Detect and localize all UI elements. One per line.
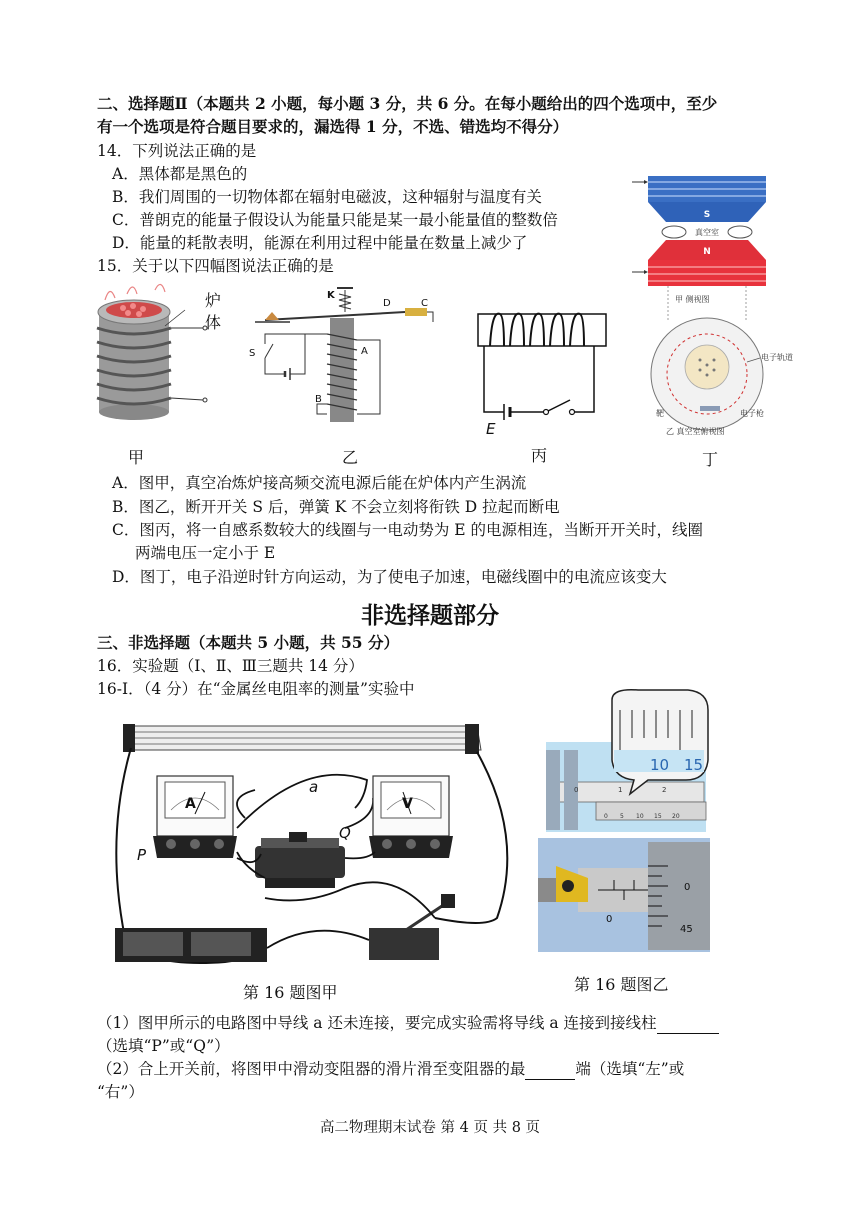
q14-option-b: B．我们周围的一切物体都在辐射电磁波，这种辐射与温度有关 <box>112 188 542 206</box>
top-view-label: 乙 真空室俯视图 <box>666 427 725 436</box>
q16-part1-text: （1）图甲所示的电路图中导线 a 还未连接，要完成实验需将导线 a 连接到接线柱 <box>97 1014 657 1032</box>
caliper-s0: 0 <box>574 786 579 794</box>
micrometer-t0: 0 <box>684 882 691 893</box>
spring-k-label: K <box>327 290 335 301</box>
q16-part2-line1 <box>97 1058 684 1080</box>
figure-16-yi <box>538 690 718 954</box>
page-footer: 高二物理期末试卷 第 4 页 共 8 页 <box>319 1120 541 1136</box>
section2-heading-line1: 二、选择题Ⅱ（本题共 2 小题，每小题 3 分，共 6 分。在每小题给出的四个选项中，至少 <box>97 94 718 113</box>
answer-blank-1[interactable] <box>657 1015 719 1034</box>
micrometer-m0: 0 <box>606 914 613 925</box>
wire-a-label: a <box>309 778 319 796</box>
fig16-caption-jia: 第 16 题图甲 <box>243 983 338 1002</box>
vacuum-label: 真空室 <box>695 228 719 237</box>
caliper-s2: 2 <box>662 786 667 794</box>
answer-blank-2[interactable] <box>525 1061 575 1080</box>
coil-b-label: B <box>315 394 322 405</box>
caliper-s1: 1 <box>618 786 623 794</box>
q16-part1-line2: （选填“P”或“Q”） <box>97 1037 230 1055</box>
fig-label-ding: 丁 <box>702 450 719 469</box>
figure-bing <box>470 308 620 438</box>
voltmeter-v-label: V <box>402 796 413 812</box>
fig16-caption-yi: 第 16 题图乙 <box>574 975 669 994</box>
gun-label: 电子枪 <box>740 409 764 418</box>
magnet-s-label: S <box>703 210 711 220</box>
caliper-v15: 15 <box>654 813 662 820</box>
side-view-label: 甲 侧视图 <box>675 295 710 304</box>
furnace-label-ti: 体 <box>205 313 222 332</box>
nonchoice-title: 非选择题部分 <box>361 603 499 629</box>
figure-16-jia <box>105 718 520 970</box>
ammeter-a-label: A <box>185 796 196 812</box>
figure-jia <box>85 282 225 422</box>
coil-a-label: A <box>361 346 368 357</box>
caliper-v10: 10 <box>636 813 644 820</box>
q14-option-d: D．能量的耗散表明，能源在利用过程中能量在数量上减少了 <box>112 234 528 252</box>
caliper-n10: 10 <box>650 756 670 774</box>
q14-option-c: C．普朗克的能量子假设认为能量只能是某一最小能量值的整数倍 <box>112 211 558 229</box>
q16-part2-text: （2）合上开关前，将图甲中滑动变阻器的滑片滑至变阻器的最 <box>97 1060 526 1078</box>
orbit-label: 电子轨道 <box>761 353 793 362</box>
q15-option-b: B．图乙，断开开关 S 后，弹簧 K 不会立刻将衔铁 D 拉起而断电 <box>112 498 560 516</box>
fig-label-bing: 丙 <box>531 446 548 465</box>
fig-label-jia: 甲 <box>128 448 145 467</box>
figure-ding <box>630 172 793 444</box>
target-label: 靶 <box>656 409 664 418</box>
q16-1-heading: 16-Ⅰ．（4 分）在“金属丝电阻率的测量”实验中 <box>97 680 415 698</box>
section3-heading: 三、非选择题（本题共 5 小题，共 55 分） <box>97 633 399 652</box>
caliper-v5: 5 <box>620 813 624 820</box>
magnet-n-label: N <box>703 247 711 257</box>
section2-heading-line2: 有一个选项是符合题目要求的，漏选得 1 分，不选、错选均不得分） <box>97 117 569 136</box>
caliper-v20: 20 <box>672 813 680 820</box>
figure-yi <box>245 282 445 422</box>
q16-heading: 16．实验题（Ⅰ、Ⅱ、Ⅲ三题共 14 分） <box>97 657 364 675</box>
furnace-label-lu: 炉 <box>205 291 222 310</box>
q15-stem: 15．关于以下四幅图说法正确的是 <box>97 257 334 275</box>
emf-e-label: E <box>486 420 496 438</box>
caliper-v0: 0 <box>604 813 608 820</box>
q14-option-a: A．黑体都是黑色的 <box>112 165 248 183</box>
fig-label-yi: 乙 <box>342 448 359 467</box>
q15-option-a: A．图甲，真空冶炼炉接高频交流电源后能在炉体内产生涡流 <box>112 474 527 492</box>
contact-c-label: C <box>421 298 428 309</box>
q15-option-c: C．图丙，将一自感系数较大的线圈与一电动势为 E 的电源相连，当断开开关时，线圈 <box>112 521 704 539</box>
terminal-q-label: Q <box>339 824 351 842</box>
q15-option-d: D．图丁，电子沿逆时针方向运动，为了使电子加速，电磁线圈中的电流应该变大 <box>112 568 667 586</box>
terminal-p-label: P <box>137 846 147 864</box>
micrometer-t45: 45 <box>680 924 693 935</box>
q16-part1-line1 <box>97 1012 719 1034</box>
switch-s-label: S <box>249 348 256 359</box>
q14-stem: 14．下列说法正确的是 <box>97 142 257 160</box>
armature-d-label: D <box>383 298 391 309</box>
caliper-n15: 15 <box>684 756 704 774</box>
q16-part2-line2: “右”） <box>97 1083 144 1101</box>
q15-option-c-cont: 两端电压一定小于 E <box>135 544 276 562</box>
q16-part2-text-end: 端（选填“左”或 <box>575 1060 685 1078</box>
